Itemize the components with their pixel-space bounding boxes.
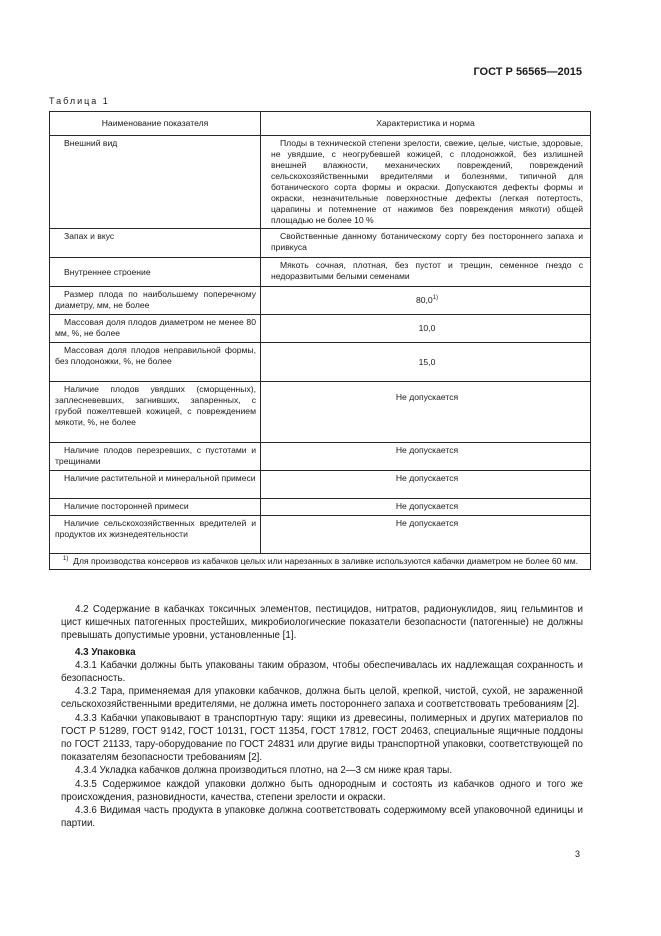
- row-value: Не допускается: [261, 382, 591, 443]
- paragraph-4-3-6: 4.3.6 Видимая часть продукта в упаковке должна соответствовать содержимому всей упаковочной единицы и партии.: [61, 805, 583, 830]
- paragraph-4-3-5: 4.3.5 Содержимое каждой упаковки должно быть однородным и состоять из кабачков одного и того же происхождения, разновидности, качества, степени зрелости и окраски.: [61, 778, 583, 803]
- requirements-table: [49, 111, 591, 570]
- table-row: [50, 258, 591, 287]
- table-row: [50, 516, 591, 554]
- row-value: Не допускается: [261, 471, 591, 499]
- table-row: [50, 499, 591, 516]
- page-number: 3: [575, 849, 581, 859]
- paragraph-4-3-3: 4.3.3 Кабачки упаковывают в транспортную тару: ящики из древесины, полимерных и других материалов по ГОСТ Р 51289, ГОСТ 9142, ГОСТ 10131, ГОСТ 11354, ГОСТ 17812, ГОСТ 20463, специальные ящичные поддоны по ГОСТ 21133, тару-оборудование по ГОСТ 24831 или другие виды транспортной упаковки, соответствующей по показателям безопасности требованиям [2].: [61, 712, 583, 764]
- table-row: [50, 471, 591, 499]
- paragraph-4-3-4: 4.3.4 Укладка кабачков должна производиться плотно, на 2—3 см ниже края тары.: [75, 765, 453, 777]
- row-value: Не допускается: [261, 499, 591, 516]
- row-name: Наличие сельскохозяйственных вредителей и продуктов их жизнедеятельности: [50, 516, 261, 554]
- footnote-text: Для производства консервов из кабачков целых или нарезанных в заливке используются кабачки диаметром не более 60 мм.: [73, 556, 579, 566]
- row-value: Мякоть сочная, плотная, без пустот и трещин, семенное гнездо с недоразвитыми белыми семенами: [261, 258, 591, 287]
- table-row: [50, 382, 591, 443]
- body-text: [61, 603, 583, 830]
- table-row: [50, 315, 591, 343]
- table-row: [50, 443, 591, 471]
- table-row: [50, 229, 591, 258]
- paragraph-4-3-1: 4.3.1 Кабачки должны быть упакованы таким образом, чтобы обеспечивалась их надлежащая сохранность и безопасность.: [61, 659, 583, 685]
- document-header: ГОСТ Р 56565—2015: [473, 66, 582, 78]
- row-name: Внешний вид: [50, 136, 261, 229]
- paragraph-4-3-2: 4.3.2 Тара, применяемая для упаковки кабачков, должна быть целой, крепкой, чистой, сухой, не зараженной сельскохозяйственными вредителями, не должна иметь постороннего запаха и соответствовать требованиям [2].: [61, 686, 583, 711]
- row-value: Свойственные данному ботаническому сорту без постороннего запаха и привкуса: [261, 229, 591, 258]
- paragraph-4-2: 4.2 Содержание в кабачках токсичных элементов, пестицидов, нитратов, радионуклидов, яиц гельминтов и цист кишечных патогенных простейших, микробиологические показатели безопасности (патогенные) не должны превышать допустимые уровни, установленные [1].: [61, 604, 583, 642]
- table-caption: Таблица 1: [49, 96, 110, 106]
- row-name: Массовая доля плодов неправильной формы, без плодоножки, %, не более: [50, 343, 261, 382]
- table-row: [50, 343, 591, 382]
- row-value: 10,0: [261, 315, 591, 343]
- table-row: [50, 287, 591, 315]
- row-value-text: 80,0: [415, 295, 433, 305]
- row-name: Внутреннее строение: [50, 258, 261, 287]
- row-name: Наличие плодов перезревших, с пустотами и трещинами: [50, 443, 261, 471]
- section-heading-packaging: 4.3 Упаковка: [75, 646, 136, 658]
- table-row: [50, 136, 591, 229]
- row-value: Не допускается: [261, 443, 591, 471]
- row-value: Не допускается: [261, 516, 591, 554]
- table-footnote-row: [50, 554, 591, 570]
- footnote-ref: 1): [432, 295, 439, 302]
- row-value: Плоды в технической степени зрелости, свежие, целые, чистые, здоровые, не увядшие, с неогрубевшей кожицей, с плодоножкой, без излишней внешней влажности, механических повреждений, повреждений сельскохозяйственными вредителями и болезнями, типичной для ботанического сорта формы и окраски. Допускаются дефекты формы и окраски, незначительные поверхностные дефекты (легкая потертость, царапины и потемнение от нажимов без повреждения мякоти) общей площадью не более 10 %: [261, 136, 591, 229]
- row-name: Массовая доля плодов диаметром не менее 80 мм, %, не более: [50, 315, 261, 343]
- row-value: 15,0: [261, 343, 591, 382]
- row-name: Наличие растительной и минеральной примеси: [50, 471, 261, 499]
- column-header-name: Наименование показателя: [50, 112, 261, 136]
- row-name: Запах и вкус: [50, 229, 261, 258]
- row-name: Наличие плодов увядших (сморщенных), заплесневевших, загнивших, запаренных, с грубой пожелтевшей кожицей, с повреждением мякоти, %, не более: [50, 382, 261, 443]
- row-name: Наличие посторонней примеси: [50, 499, 261, 516]
- row-value: [261, 287, 591, 315]
- column-header-value: Характеристика и норма: [261, 112, 591, 136]
- footnote-mark: 1): [63, 556, 69, 563]
- table-footnote: [50, 554, 591, 570]
- row-name: Размер плода по наибольшему поперечному диаметру, мм, не более: [50, 287, 261, 315]
- table-header-row: [50, 112, 591, 136]
